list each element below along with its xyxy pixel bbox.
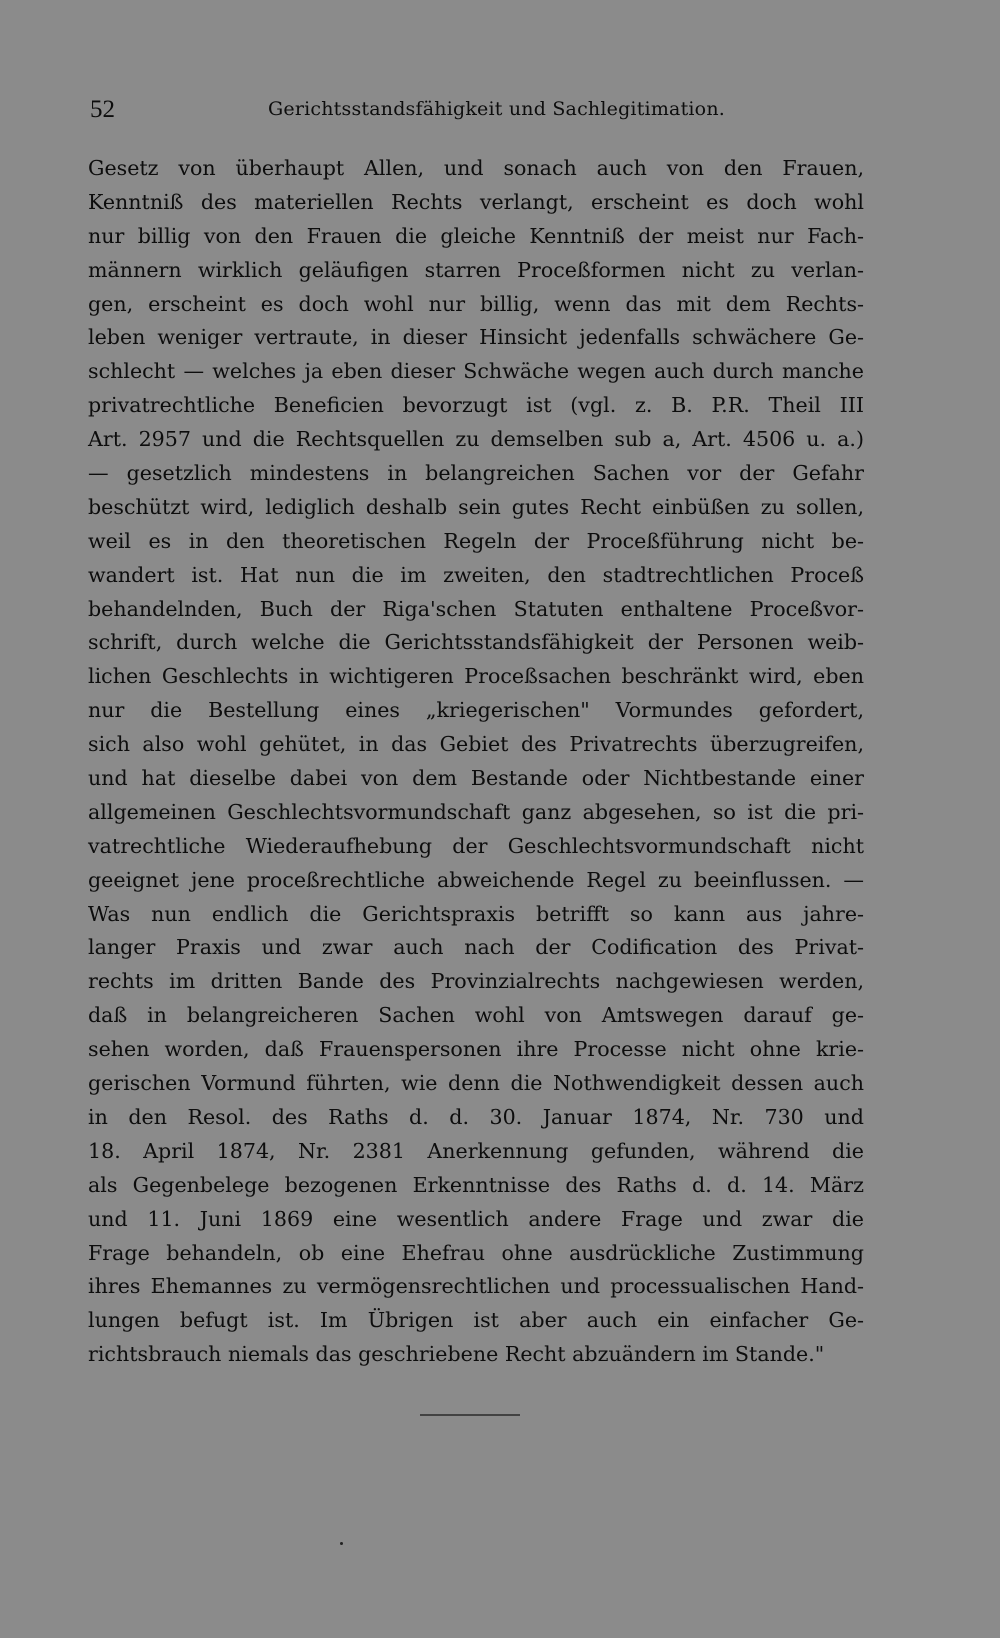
- page-number: 52: [90, 96, 115, 123]
- text-line: Gesetz von überhaupt Allen, und sonach auch von den Frauen,: [88, 156, 864, 180]
- text-line: geeignet jene proceßrechtliche abweichende Regel zu beeinflussen. —: [88, 867, 864, 892]
- text-line: beschützt wird, lediglich deshalb sein gutes Recht einbüßen zu sollen,: [88, 494, 864, 519]
- text-line: sehen worden, daß Frauenspersonen ihre Processe nicht ohne krie-: [88, 1037, 864, 1062]
- section-separator: [420, 1414, 520, 1416]
- text-line: Frage behandeln, ob eine Ehefrau ohne ausdrückliche Zustimmung: [88, 1240, 864, 1265]
- text-line: 18. April 1874, Nr. 2381 Anerkennung gefunden, während die: [88, 1138, 864, 1163]
- text-line: Art. 2957 und die Rechtsquellen zu demselben sub a, Art. 4506 u. a.): [88, 427, 864, 452]
- text-line: — gesetzlich mindestens in belangreichen Sachen vor der Gefahr: [88, 461, 864, 486]
- text-line: rechts im dritten Bande des Provinzialrechts nachgewiesen werden,: [88, 969, 864, 994]
- page-header: [90, 96, 872, 132]
- text-line: lichen Geschlechts in wichtigeren Proceßsachen beschränkt wird, eben: [88, 664, 864, 689]
- text-line: nur die Bestellung eines „kriegerischen" Vormundes gefordert,: [88, 698, 864, 723]
- text-line: Kenntniß des materiellen Rechts verlangt, erscheint es doch wohl: [88, 189, 864, 214]
- text-line: gen, erscheint es doch wohl nur billig, wenn das mit dem Rechts-: [88, 291, 864, 316]
- text-line: weil es in den theoretischen Regeln der Proceßführung nicht be-: [88, 528, 864, 553]
- text-line: vatrechtliche Wiederaufhebung der Geschlechtsvormundschaft nicht: [88, 833, 864, 858]
- print-speck: [340, 1542, 343, 1545]
- text-line: langer Praxis und zwar auch nach der Codification des Privat-: [88, 935, 864, 960]
- text-line: und hat dieselbe dabei von dem Bestande oder Nichtbestande einer: [88, 766, 864, 791]
- text-line: wandert ist. Hat nun die im zweiten, den stadtrechtlichen Proceß: [88, 562, 864, 587]
- text-line: leben weniger vertraute, in dieser Hinsicht jedenfalls schwächere Ge-: [88, 325, 864, 350]
- text-line: lungen befugt ist. Im Übrigen ist aber auch ein einfacher Ge-: [88, 1308, 864, 1333]
- text-line: sich also wohl gehütet, in das Gebiet des Privatrechts überzugreifen,: [88, 732, 864, 757]
- text-line: ihres Ehemannes zu vermögensrechtlichen und processualischen Hand-: [88, 1274, 864, 1299]
- text-line: in den Resol. des Raths d. d. 30. Januar 1874, Nr. 730 und: [88, 1104, 864, 1129]
- text-line: richtsbrauch niemals das geschriebene Recht abzuändern im Stande.": [88, 1342, 825, 1367]
- text-line: schlecht — welches ja eben dieser Schwäche wegen auch durch manche: [88, 359, 864, 384]
- text-line: als Gegenbelege bezogenen Erkenntnisse des Raths d. d. 14. März: [88, 1172, 864, 1197]
- text-line: gerischen Vormund führten, wie denn die Nothwendigkeit dessen auch: [88, 1071, 864, 1096]
- text-line: männern wirklich geläufigen starren Proceßformen nicht zu verlan-: [88, 257, 864, 282]
- text-line: und 11. Juni 1869 eine wesentlich andere Frage und zwar die: [88, 1206, 864, 1231]
- text-line: behandelnden, Buch der Riga'schen Statuten enthaltene Proceßvor-: [88, 596, 864, 621]
- text-line: privatrechtliche Beneficien bevorzugt ist (vgl. z. B. P.R. Theil III: [88, 393, 864, 418]
- text-line: allgemeinen Geschlechtsvormundschaft ganz abgesehen, so ist die pri-: [88, 799, 864, 824]
- text-line: Was nun endlich die Gerichtspraxis betrifft so kann aus jahre-: [88, 901, 864, 926]
- body-text: [88, 152, 864, 1372]
- running-title: Gerichtsstandsfähigkeit und Sachlegitimation.: [268, 98, 725, 120]
- text-line: nur billig von den Frauen die gleiche Kenntniß der meist nur Fach-: [88, 223, 864, 248]
- text-line: daß in belangreicheren Sachen wohl von Amtswegen darauf ge-: [88, 1003, 864, 1028]
- text-line: schrift, durch welche die Gerichtsstandsfähigkeit der Personen weib-: [88, 630, 864, 655]
